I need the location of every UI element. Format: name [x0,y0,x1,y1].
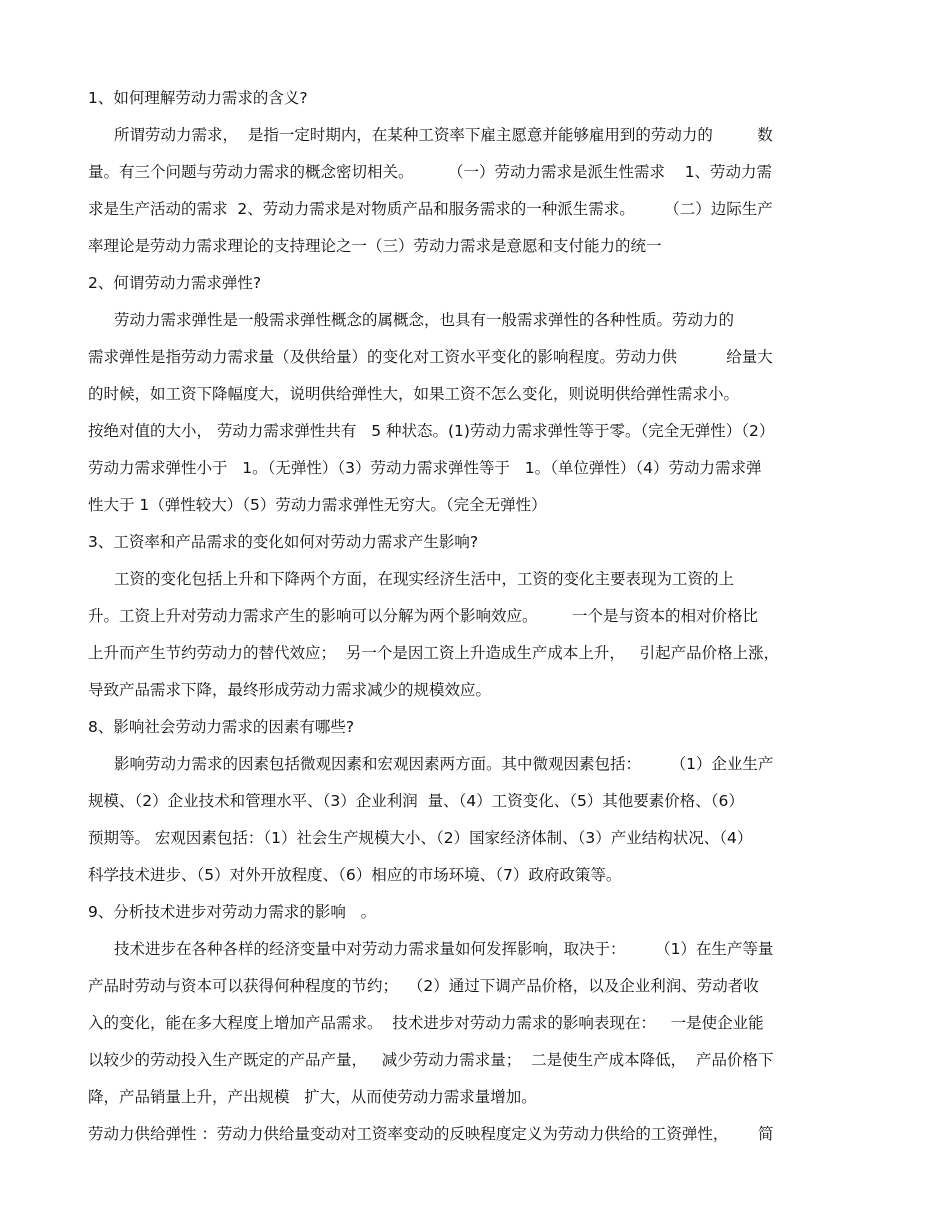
answer-8-line: 预期等。 宏观因素包括：（1）社会生产规模大小、（2）国家经济体制、（3）产业结构状况、（4） [88,829,753,847]
answer-9-line: 产品时劳动与资本可以获得何种程度的节约； （2）通过下调产品价格，以及企业利润、劳动者收 [88,977,759,995]
answer-9-line: 入的变化，能在多大程度上增加产品需求。 技术进步对劳动力需求的影响表现在： 一是使企业能 [88,1014,764,1032]
answer-9-line: 降，产品销量上升，产出规模 扩大，从而使劳动力需求量增加。 [88,1088,537,1106]
answer-2-line: 需求弹性是指劳动力需求量（及供给量）的变化对工资水平变化的影响程度。劳动力供 给量大 [88,348,773,366]
question-2-heading: 2、何谓劳动力需求弹性? [88,274,262,292]
question-8-heading: 8、影响社会劳动力需求的因素有哪些? [88,718,355,736]
answer-1-line: 求是生产活动的需求 2、劳动力需求是对物质产品和服务需求的一种派生需求。 （二）边际生产 [88,200,773,218]
answer-1-line: 量。有三个问题与劳动力需求的概念密切相关。 （一）劳动力需求是派生性需求 1、劳动力需 [88,163,773,181]
answer-3-line: 升。工资上升对劳动力需求产生的影响可以分解为两个影响效应。 一个是与资本的相对价格比 [88,607,758,625]
answer-1-line: 所谓劳动力需求， 是指一定时期内，在某种工资率下雇主愿意并能够雇用到的劳动力的 数 [114,126,773,144]
answer-8-line: 影响劳动力需求的因素包括微观因素和宏观因素两方面。其中微观因素包括： （1）企业生产 [114,755,774,773]
document-page [88,88,862,1161]
answer-3-line: 上升而产生节约劳动力的替代效应； 另一个是因工资上升造成生产成本上升， 引起产品价格上涨， [88,644,780,662]
answer-9-line: 技术进步在各种各样的经济变量中对劳动力需求量如何发挥影响，取决于： （1）在生产等量 [114,940,774,958]
answer-9-line: 以较少的劳动投入生产既定的产品产量， 减少劳动力需求量； 二是使生产成本降低， 产品价格下 [88,1051,774,1069]
answer-2-line: 劳动力需求弹性小于 1。（无弹性）（3）劳动力需求弹性等于 1。（单位弹性）（4）劳动力需求弹 [88,459,762,477]
answer-8-line: 科学技术进步、（5）对外开放程度、（6）相应的市场环境、（7）政府政策等。 [88,866,622,884]
answer-8-line: 规模、（2）企业技术和管理水平、（3）企业利润 量、（4）工资变化、（5）其他要素价格、（6） [88,792,744,810]
answer-2-line: 的时候，如工资下降幅度大，说明供给弹性大，如果工资不怎么变化，则说明供给弹性需求小。 [88,385,740,403]
answer-2-line: 性大于 1（弹性较大）（5）劳动力需求弹性无穷大。（完全无弹性） [88,496,547,514]
question-3-heading: 3、工资率和产品需求的变化如何对劳动力需求产生影响? [88,533,479,551]
labor-supply-elasticity-line: 劳动力供给弹性 ：劳动力供给量变动对工资率变动的反映程度定义为劳动力供给的工资弹性， 简 [88,1125,774,1143]
answer-2-line: 按绝对值的大小， 劳动力需求弹性共有 5 种状态。(1)劳动力需求弹性等于零。（完全无弹性）（2） [88,422,775,440]
question-1-heading: 1、如何理解劳动力需求的含义? [88,89,308,107]
answer-1-line: 率理论是劳动力需求理论的支持理论之一（三）劳动力需求是意愿和支付能力的统一 [88,237,662,255]
answer-3-line: 导致产品需求下降，最终形成劳动力需求减少的规模效应。 [88,681,492,699]
answer-2-line: 劳动力需求弹性是一般需求弹性概念的属概念，也具有一般需求弹性的各种性质。劳动力的 [114,311,735,329]
answer-3-line: 工资的变化包括上升和下降两个方面，在现实经济生活中，工资的变化主要表现为工资的上 [114,570,735,588]
question-9-heading: 9、分析技术进步对劳动力需求的影响 。 [88,903,377,921]
